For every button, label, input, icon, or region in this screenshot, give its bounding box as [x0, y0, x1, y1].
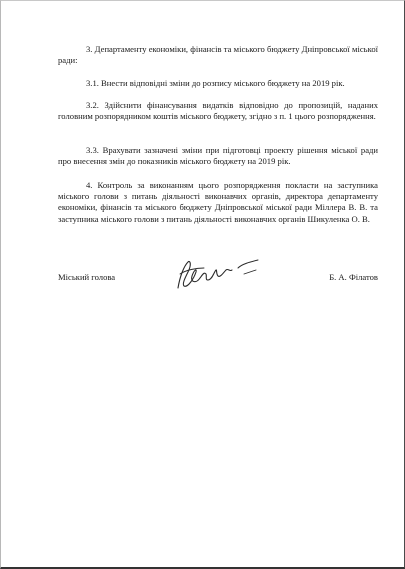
signatory-name: Б. А. Філатов — [329, 272, 378, 282]
paragraph-4: 4. Контроль за виконанням цього розпорядження покласти на заступника міського голови з питань діяльності виконавчих органів, директора департаменту економіки, фінансів та міського бюджету Дніпровської міської ради Міллера В. В. та заступника міського голови з питань діяльності виконавчих органів Шикуленка О. В. — [58, 180, 378, 224]
paragraph-3-2: 3.2. Здійснити фінансування видатків відповідно до пропозицій, наданих головним розпорядником коштів міського бюджету, згідно з п. 1 цього розпорядження. — [58, 100, 378, 122]
paragraph-3-1: 3.1. Внести відповідні зміни до розпису міського бюджету на 2019 рік. — [86, 78, 345, 88]
signature-block — [58, 272, 378, 286]
paragraph-3: 3. Департаменту економіки, фінансів та міського бюджету Дніпровської міської ради: — [58, 44, 378, 66]
paragraph-3-3: 3.3. Врахувати зазначені зміни при підготовці проекту рішення міської ради про внесення змін до показників міського бюджету на 2019 рік. — [58, 145, 378, 167]
signatory-position: Міський голова — [58, 272, 116, 282]
